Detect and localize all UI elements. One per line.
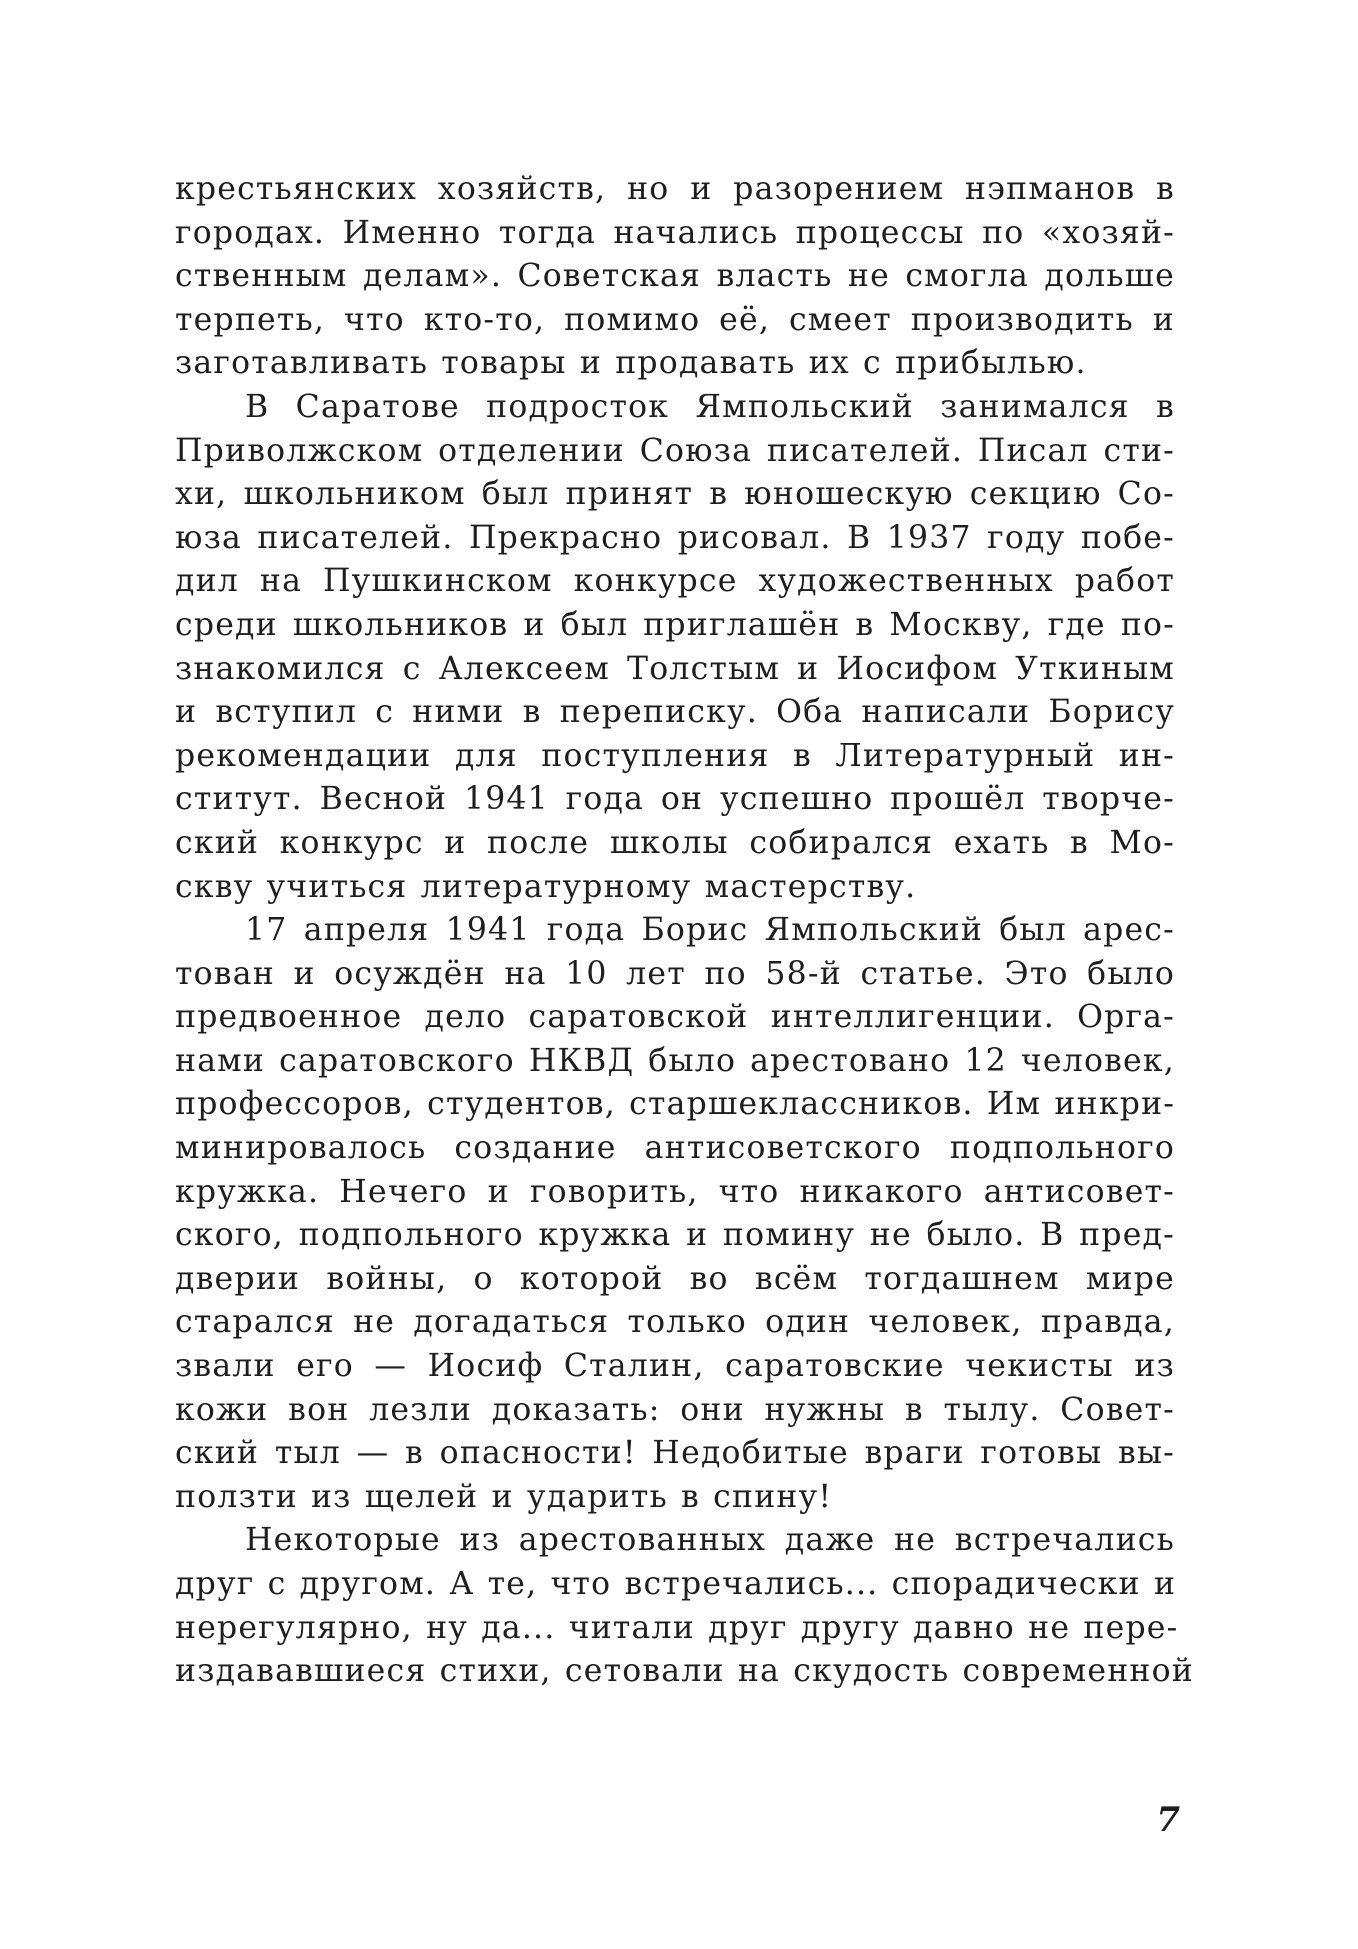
text-line: городах. Именно тогда начались процессы по «хозяй- xyxy=(175,214,1175,251)
text-line: кожи вон лезли доказать: они нужны в тылу. Совет- xyxy=(175,1391,1175,1428)
paragraph xyxy=(175,386,1175,909)
text-line: нами саратовского НКВД было арестовано 12 человек, xyxy=(175,1042,1175,1079)
text-line: терпеть, что кто-то, помимо её, смеет производить и xyxy=(175,301,1175,338)
text-line: рекомендации для поступления в Литературный ин- xyxy=(175,737,1175,774)
paragraph xyxy=(175,1519,1194,1693)
text-line: крестьянских хозяйств, но и разорением нэпманов в xyxy=(175,171,1175,207)
text-line: издававшиеся стихи, сетовали на скудость современной xyxy=(175,1653,1194,1690)
text-line: предвоенное дело саратовской интеллигенции. Орга- xyxy=(175,999,1175,1036)
text-line: профессоров, студентов, старшеклассников. Им инкри- xyxy=(175,1086,1176,1123)
text-line: ститут. Весной 1941 года он успешно прошёл творче- xyxy=(175,781,1175,818)
text-line: дверии войны, о которой во всём тогдашнем мире xyxy=(175,1260,1175,1297)
text-line: ский конкурс и после школы собирался ехать в Мо- xyxy=(175,824,1175,861)
text-line: минировалось создание антисоветского подпольного xyxy=(175,1130,1175,1167)
text-line: скву учиться литературному мастерству. xyxy=(175,868,917,905)
text-line: ползти из щелей и ударить в спину! xyxy=(175,1478,833,1515)
text-line: заготавливать товары и продавать их с прибылью. xyxy=(175,345,1087,382)
text-line: юза писателей. Прекрасно рисовал. В 1937 году побе- xyxy=(175,519,1175,556)
text-line: кружка. Нечего и говорить, что никакого антисовет- xyxy=(175,1173,1175,1210)
text-line: знакомился с Алексеем Толстым и Иосифом Уткиным xyxy=(175,650,1175,687)
paragraph xyxy=(175,168,1175,386)
text-line: В Саратове подросток Ямпольский занимался в xyxy=(245,388,1175,425)
text-line: друг с другом. А те, что встречались... спорадически и xyxy=(175,1566,1177,1602)
text-line: звали его — Иосиф Сталин, саратовские чекисты из xyxy=(175,1348,1175,1385)
page-number: 7 xyxy=(1156,1800,1180,1840)
text-line: Приволжском отделении Союза писателей. Писал сти- xyxy=(175,432,1175,469)
text-line: старался не догадаться только один человек, правда, xyxy=(175,1304,1175,1341)
paragraph xyxy=(175,909,1175,1519)
text-line: и вступил с ними в переписку. Оба написали Борису xyxy=(175,694,1175,731)
text-line: хи, школьником был принят в юношескую секцию Со- xyxy=(175,476,1175,513)
body-text xyxy=(175,168,1194,1694)
text-line: Некоторые из арестованных даже не встречались xyxy=(245,1522,1175,1559)
text-line: 17 апреля 1941 года Борис Ямпольский был арес- xyxy=(245,912,1175,949)
text-line: дил на Пушкинском конкурсе художественных работ xyxy=(175,563,1175,600)
text-line: среди школьников и был приглашён в Москву, где по- xyxy=(175,606,1175,643)
text-line: нерегулярно, ну да... читали друг другу давно не пере- xyxy=(175,1609,1179,1646)
text-line: ский тыл — в опасности! Недобитые враги готовы вы- xyxy=(175,1435,1175,1472)
text-line: ского, подпольного кружка и помину не было. В пред- xyxy=(175,1217,1175,1254)
text-line: тован и осуждён на 10 лет по 58-й статье. Это было xyxy=(175,955,1175,992)
text-line: ственным делам». Советская власть не смогла дольше xyxy=(175,258,1175,295)
